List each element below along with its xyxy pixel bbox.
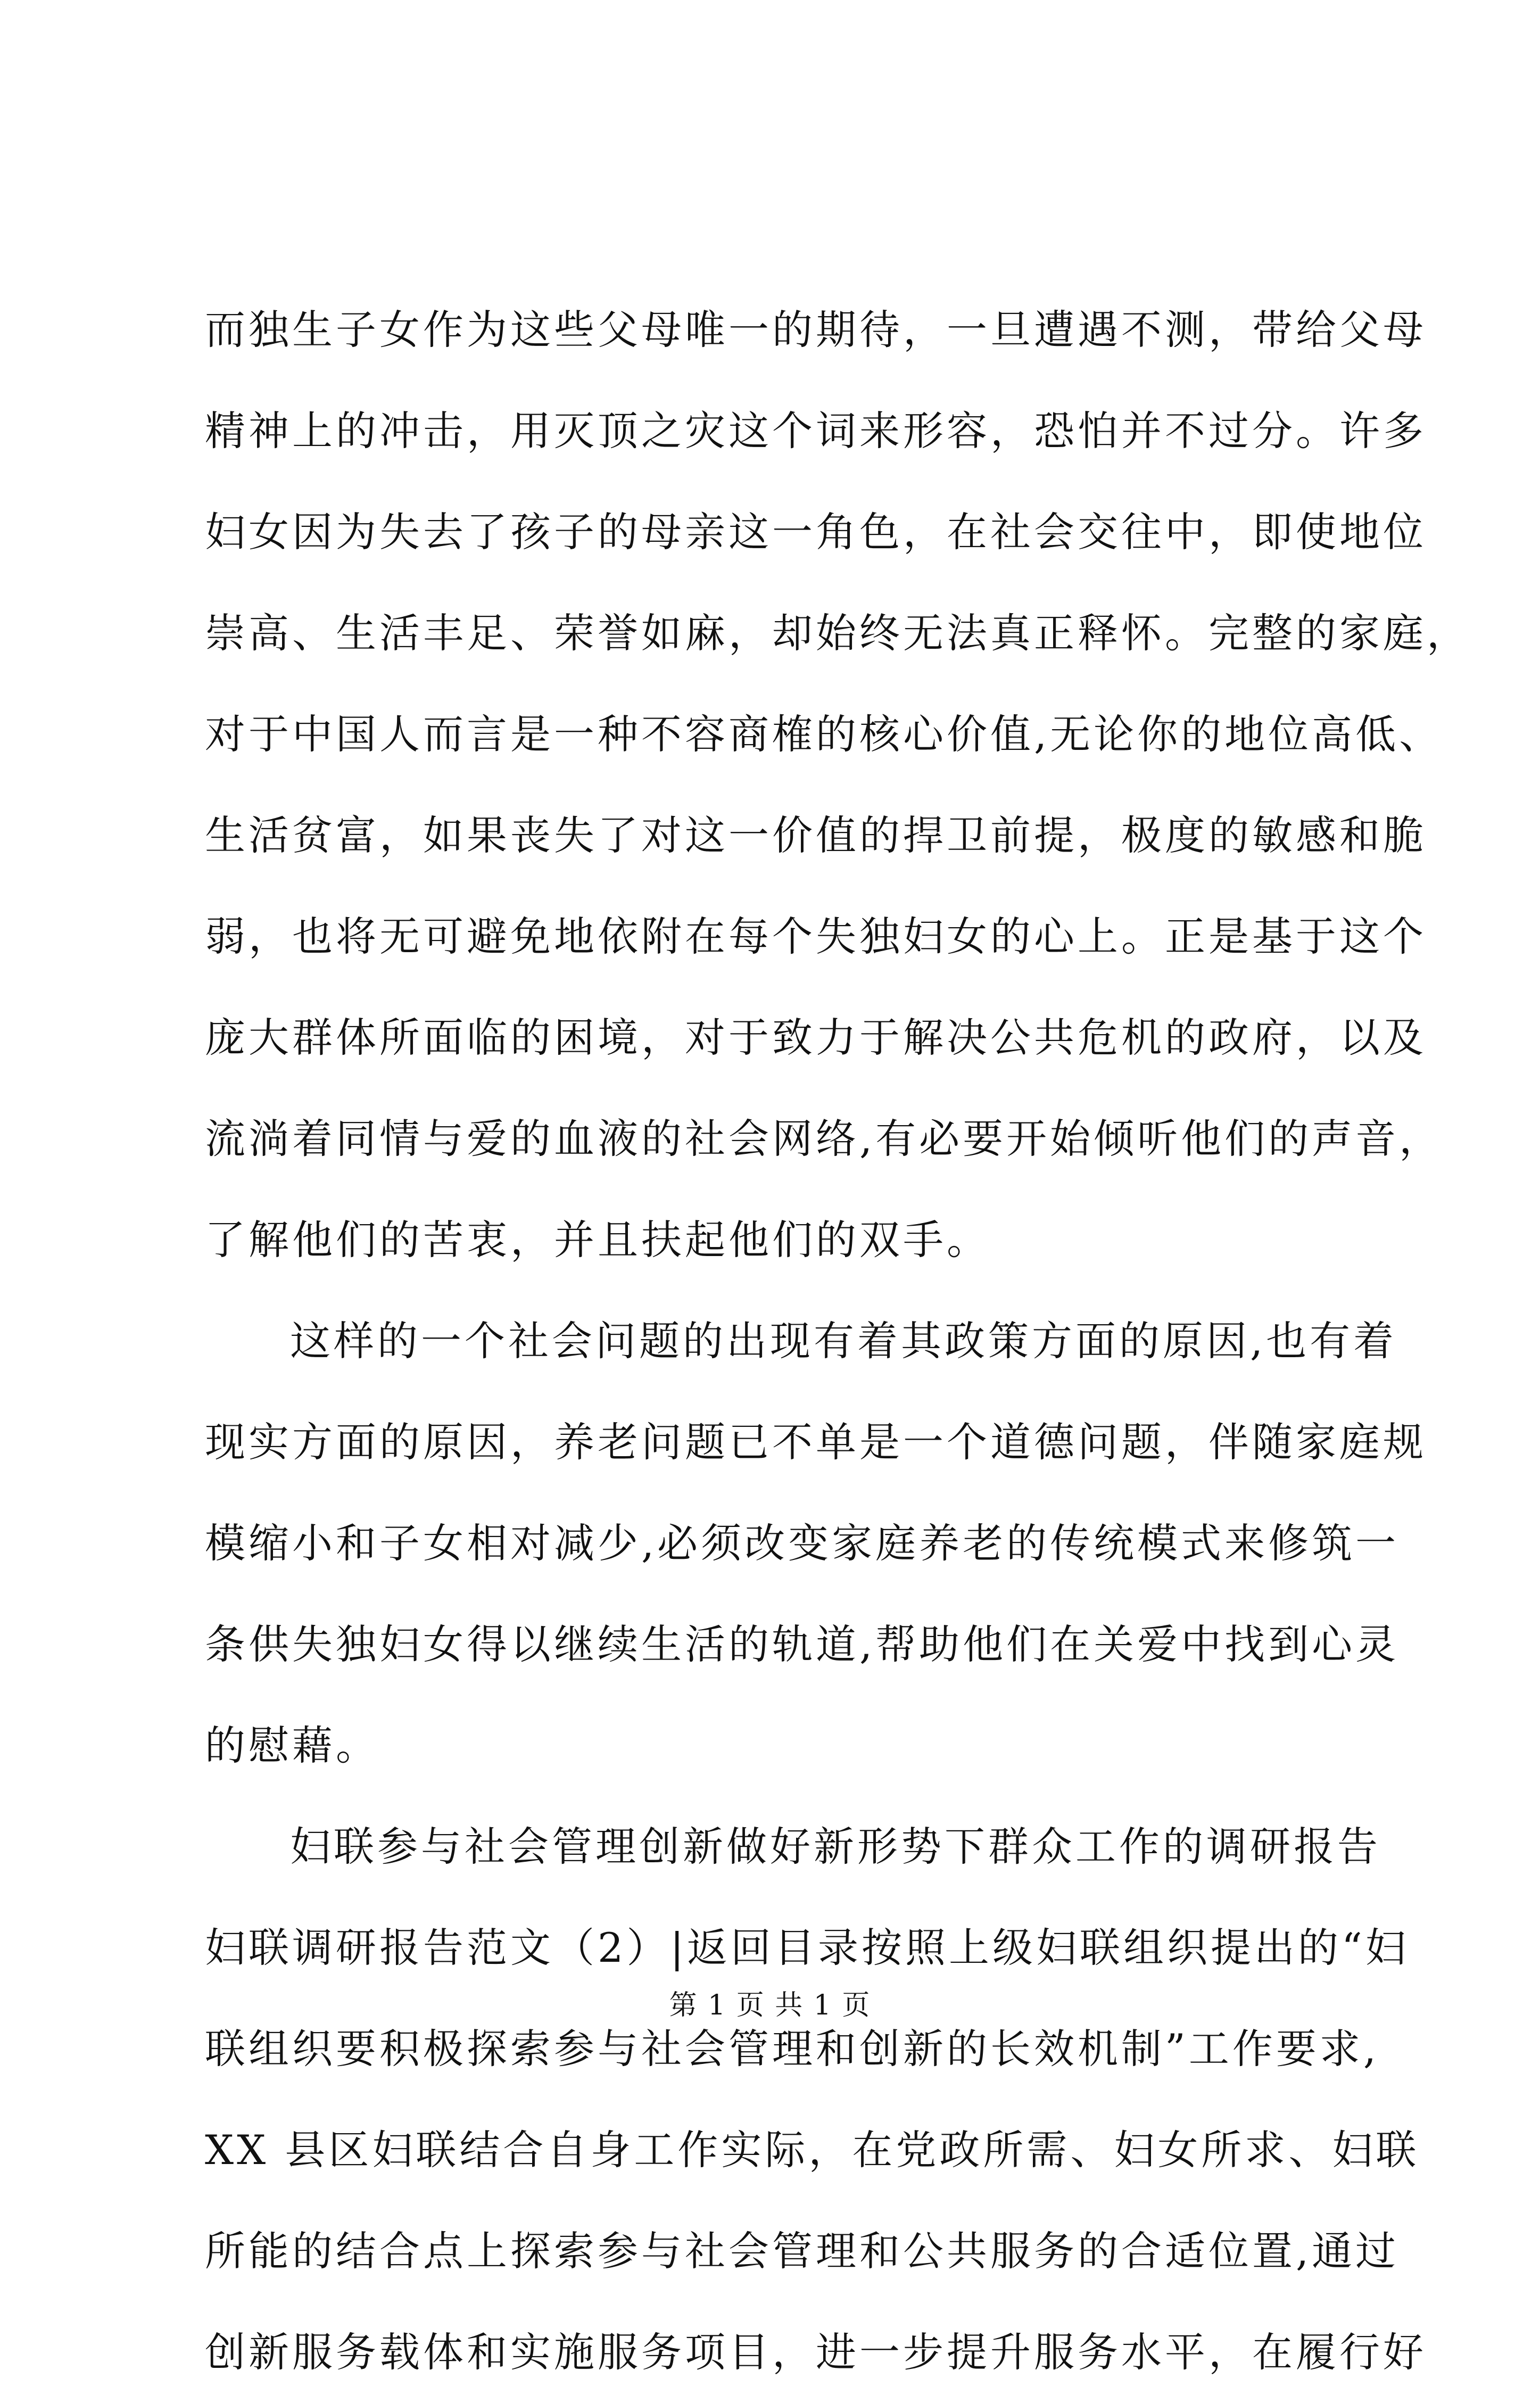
paragraph-2-line-1: 这样的一个社会问题的出现有着其政策方面的原因,也有着 (290, 1317, 1397, 1365)
paragraph-1-line-4: 崇高、生活丰足、荣誉如麻，却始终无法真正释怀。完整的家庭， (205, 609, 1470, 657)
paragraph-3-line-5: 所能的结合点上探索参与社会管理和公共服务的合适位置,通过 (205, 2227, 1400, 2275)
paragraph-3-line-1: 妇联参与社会管理创新做好新形势下群众工作的调研报告 (290, 1823, 1381, 1870)
paragraph-2-line-3: 模缩小和子女相对减少,必须改变家庭养老的传统模式来修筑一 (205, 1520, 1400, 1567)
paragraph-3-line-3: 联组织要积极探索参与社会管理和创新的长效机制”工作要求, (205, 2025, 1380, 2072)
paragraph-1-line-7: 弱，也将无可避免地依附在每个失独妇女的心上。正是基于这个 (205, 913, 1427, 960)
paragraph-1-line-5: 对于中国人而言是一种不容商榷的核心价值,无论你的地位高低、 (205, 711, 1443, 758)
page-footer (0, 1984, 1540, 2027)
page-number-label: 第 1 页 共 1 页 (669, 1989, 871, 2021)
paragraph-1-line-8: 庞大群体所面临的困境，对于致力于解决公共危机的政府，以及 (205, 1014, 1427, 1061)
paragraph-2-line-4: 条供失独妇女得以继续生活的轨道,帮助他们在关爱中找到心灵 (205, 1621, 1400, 1668)
paragraph-3-line-6: 创新服务载体和实施服务项目，进一步提升服务水平，在履行好 (205, 2328, 1427, 2376)
paragraph-1-line-6: 生活贫富，如果丧失了对这一价值的捍卫前提，极度的敏感和脆 (205, 812, 1427, 859)
document-body (205, 279, 1470, 2403)
paragraph-2-line-2: 现实方面的原因，养老问题已不单是一个道德问题，伴随家庭规 (205, 1418, 1427, 1466)
paragraph-1-line-10: 了解他们的苦衷，并且扶起他们的双手。 (205, 1216, 990, 1264)
paragraph-3-line-4: XX 县区妇联结合自身工作实际，在党政所需、妇女所求、妇联 (205, 2126, 1420, 2174)
paragraph-1-line-2: 精神上的冲击，用灭顶之灾这个词来形容，恐怕并不过分。许多 (205, 407, 1427, 455)
paragraph-1-line-3: 妇女因为失去了孩子的母亲这一角色，在社会交往中，即使地位 (205, 508, 1427, 556)
paragraph-1-line-9: 流淌着同情与爱的血液的社会网络,有必要开始倾听他们的声音， (205, 1115, 1443, 1162)
paragraph-1-line-1: 而独生子女作为这些父母唯一的期待，一旦遭遇不测，带给父母 (205, 306, 1427, 353)
paragraph-2-line-5: 的慰藉。 (205, 1722, 379, 1769)
paragraph-3-line-2: 妇联调研报告范文（2）|返回目录按照上级妇联组织提出的“妇 (205, 1924, 1409, 1971)
